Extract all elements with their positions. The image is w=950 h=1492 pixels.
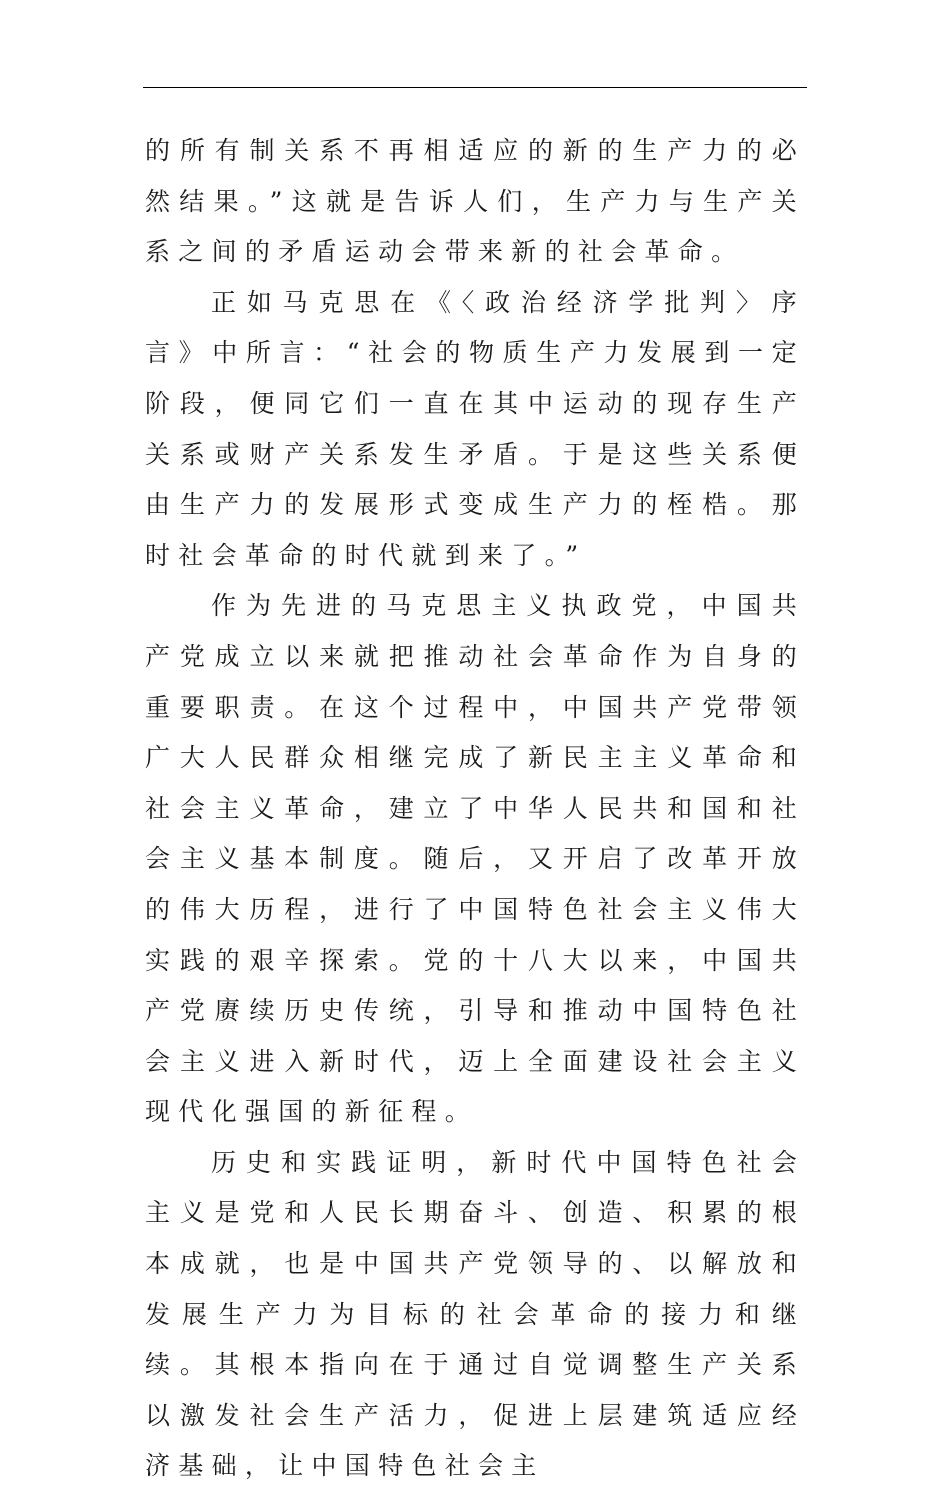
- paragraph-3: 作为先进的马克思主义执政党，中国共产党成立以来就把推动社会革命作为自身的重要职责。在这个过程中，中国共产党带领广大人民群众相继完成了新民主主义革命和社会主义革命，建立了中华人民共和国和社会主义基本制度。随后，又开启了改革开放的伟大历程，进行了中国特色社会主义伟大实践的艰辛探索。党的十八大以来，中国共产党赓续历史传统，引导和推动中国特色社会主义进入新时代，迈上全面建设社会主义现代化强国的新征程。: [145, 591, 805, 1127]
- paragraph-4: 历史和实践证明，新时代中国特色社会主义是党和人民长期奋斗、创造、积累的根本成就，也是中国共产党领导的、以解放和发展生产力为目标的社会革命的接力和继续。其根本指向在于通过自觉调整生产关系以激发社会生产活力，促进上层建筑适应经济基础，让中国特色社会主: [145, 1147, 805, 1481]
- paragraph-1: 的所有制关系不再相适应的新的生产力的必然结果。”这就是告诉人们，生产力与生产关系之间的矛盾运动会带来新的社会革命。: [145, 136, 805, 267]
- body-text: [145, 126, 805, 1492]
- header-rule: [143, 87, 807, 88]
- paragraph-2: 正如马克思在《〈政治经济学批判〉序言》中所言：“社会的物质生产力发展到一定阶段，便同它们一直在其中运动的现存生产关系或财产关系发生矛盾。于是这些关系便由生产力的发展形式变成生产力的桎梏。那时社会革命的时代就到来了。”: [145, 287, 805, 570]
